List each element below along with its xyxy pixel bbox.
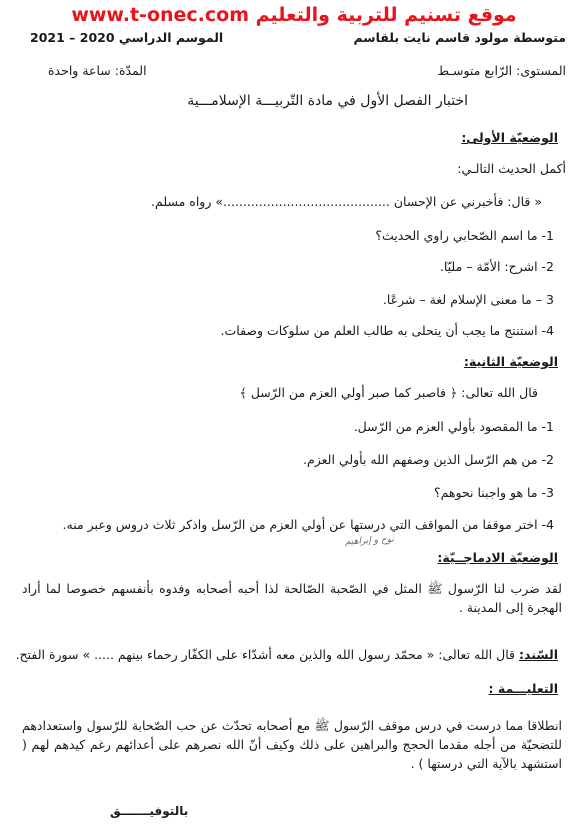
- s2-question-4: 4- اختر موقفا من المواقف التي درستها عن أولي العزم من الرّسل واذكر ثلاث دروس وعبر منه.: [62, 517, 554, 532]
- instruction-heading: التعليـــمة :: [488, 681, 558, 696]
- exam-title: اختبار الفصل الأول في مادة التّربيـــة الإسلامـــية: [187, 93, 468, 109]
- situation1-instruction: أكمل الحديث التالـي:: [457, 161, 566, 176]
- handwritten-note: نوح و إبراهيم: [344, 534, 395, 548]
- school-name: متوسطة مولود قاسم نايت بلقاسم: [353, 30, 566, 45]
- support-line: [16, 647, 558, 663]
- s2-question-2: 2- من هم الرّسل الذين وصفهم الله بأولي العزم.: [303, 452, 554, 467]
- site-arabic-name: موقع تسنيم للتربية والتعليم: [255, 4, 517, 26]
- s1-question-3: 3 – ما معنى الإسلام لغة – شرعًا.: [382, 292, 554, 307]
- site-banner: [0, 4, 588, 26]
- s2-question-1: 1- ما المقصود بأولي العزم من الرّسل.: [353, 419, 554, 434]
- s1-question-1: 1- ما اسم الصّحابي راوي الحديث؟: [375, 228, 554, 243]
- situation3-heading: الوضعيّة الادماجــيّة:: [437, 550, 558, 565]
- level-label: المستوى: الرّابع متوسـط: [437, 63, 566, 78]
- duration-label: المدّة: ساعة واحدة: [48, 63, 147, 78]
- hadith-text: « قال: فأخبرني عن الإحسان ..........................................» رواه مسلم.: [151, 194, 542, 209]
- situation3-text: لقد ضرب لنا الرّسول ﷺ المثل في الصّحبة الصّالحة لذا أحبه أصحابه وفدوه بأنفسهم خصوصا لما أراد الهجرة إلى المدينة .: [22, 581, 562, 615]
- site-url[interactable]: www.t-onec.com: [71, 4, 250, 26]
- situation2-heading: الوضعيّة الثانية:: [463, 354, 558, 369]
- support-label: السّند:: [518, 647, 558, 662]
- s2-question-3: 3- ما هو واجبنا نحوهم؟: [433, 485, 554, 500]
- school-season: الموسم الدراسي 2020 – 2021: [30, 30, 224, 45]
- closing-wish: بالتوفيـــــــق: [110, 804, 189, 818]
- support-text: قال الله تعالى: « محمّد رسول الله والذين معه أشدّاء على الكفّار رحماء بينهم ..... » سورة الفتح.: [15, 647, 515, 662]
- instruction-text: انطلاقا مما درست في درس موقف الرّسول ﷺ مع أصحابه تحدّث عن حب الصّحابة للرّسول واستعدادهم للتضحيّة من أجله مقدما الحجج والبراهين على ذلك وكيف أنّ الله نصرهم على أعدائهم رغم كيدهم لهم ( استشهد بالآية التي درستها ) .: [22, 718, 562, 771]
- s1-question-2: 2- اشرح: الأمّة – مليّا.: [439, 259, 554, 274]
- s1-question-4: 4- استنتج ما يجب أن يتحلى به طالب العلم من سلوكات وصفات.: [220, 323, 554, 338]
- verse-text: قال الله تعالى: ﴿ فاصبر كما صبر أولي العزم من الرّسل ﴾: [239, 385, 538, 400]
- situation1-heading: الوضعيّة الأولى:: [461, 130, 558, 145]
